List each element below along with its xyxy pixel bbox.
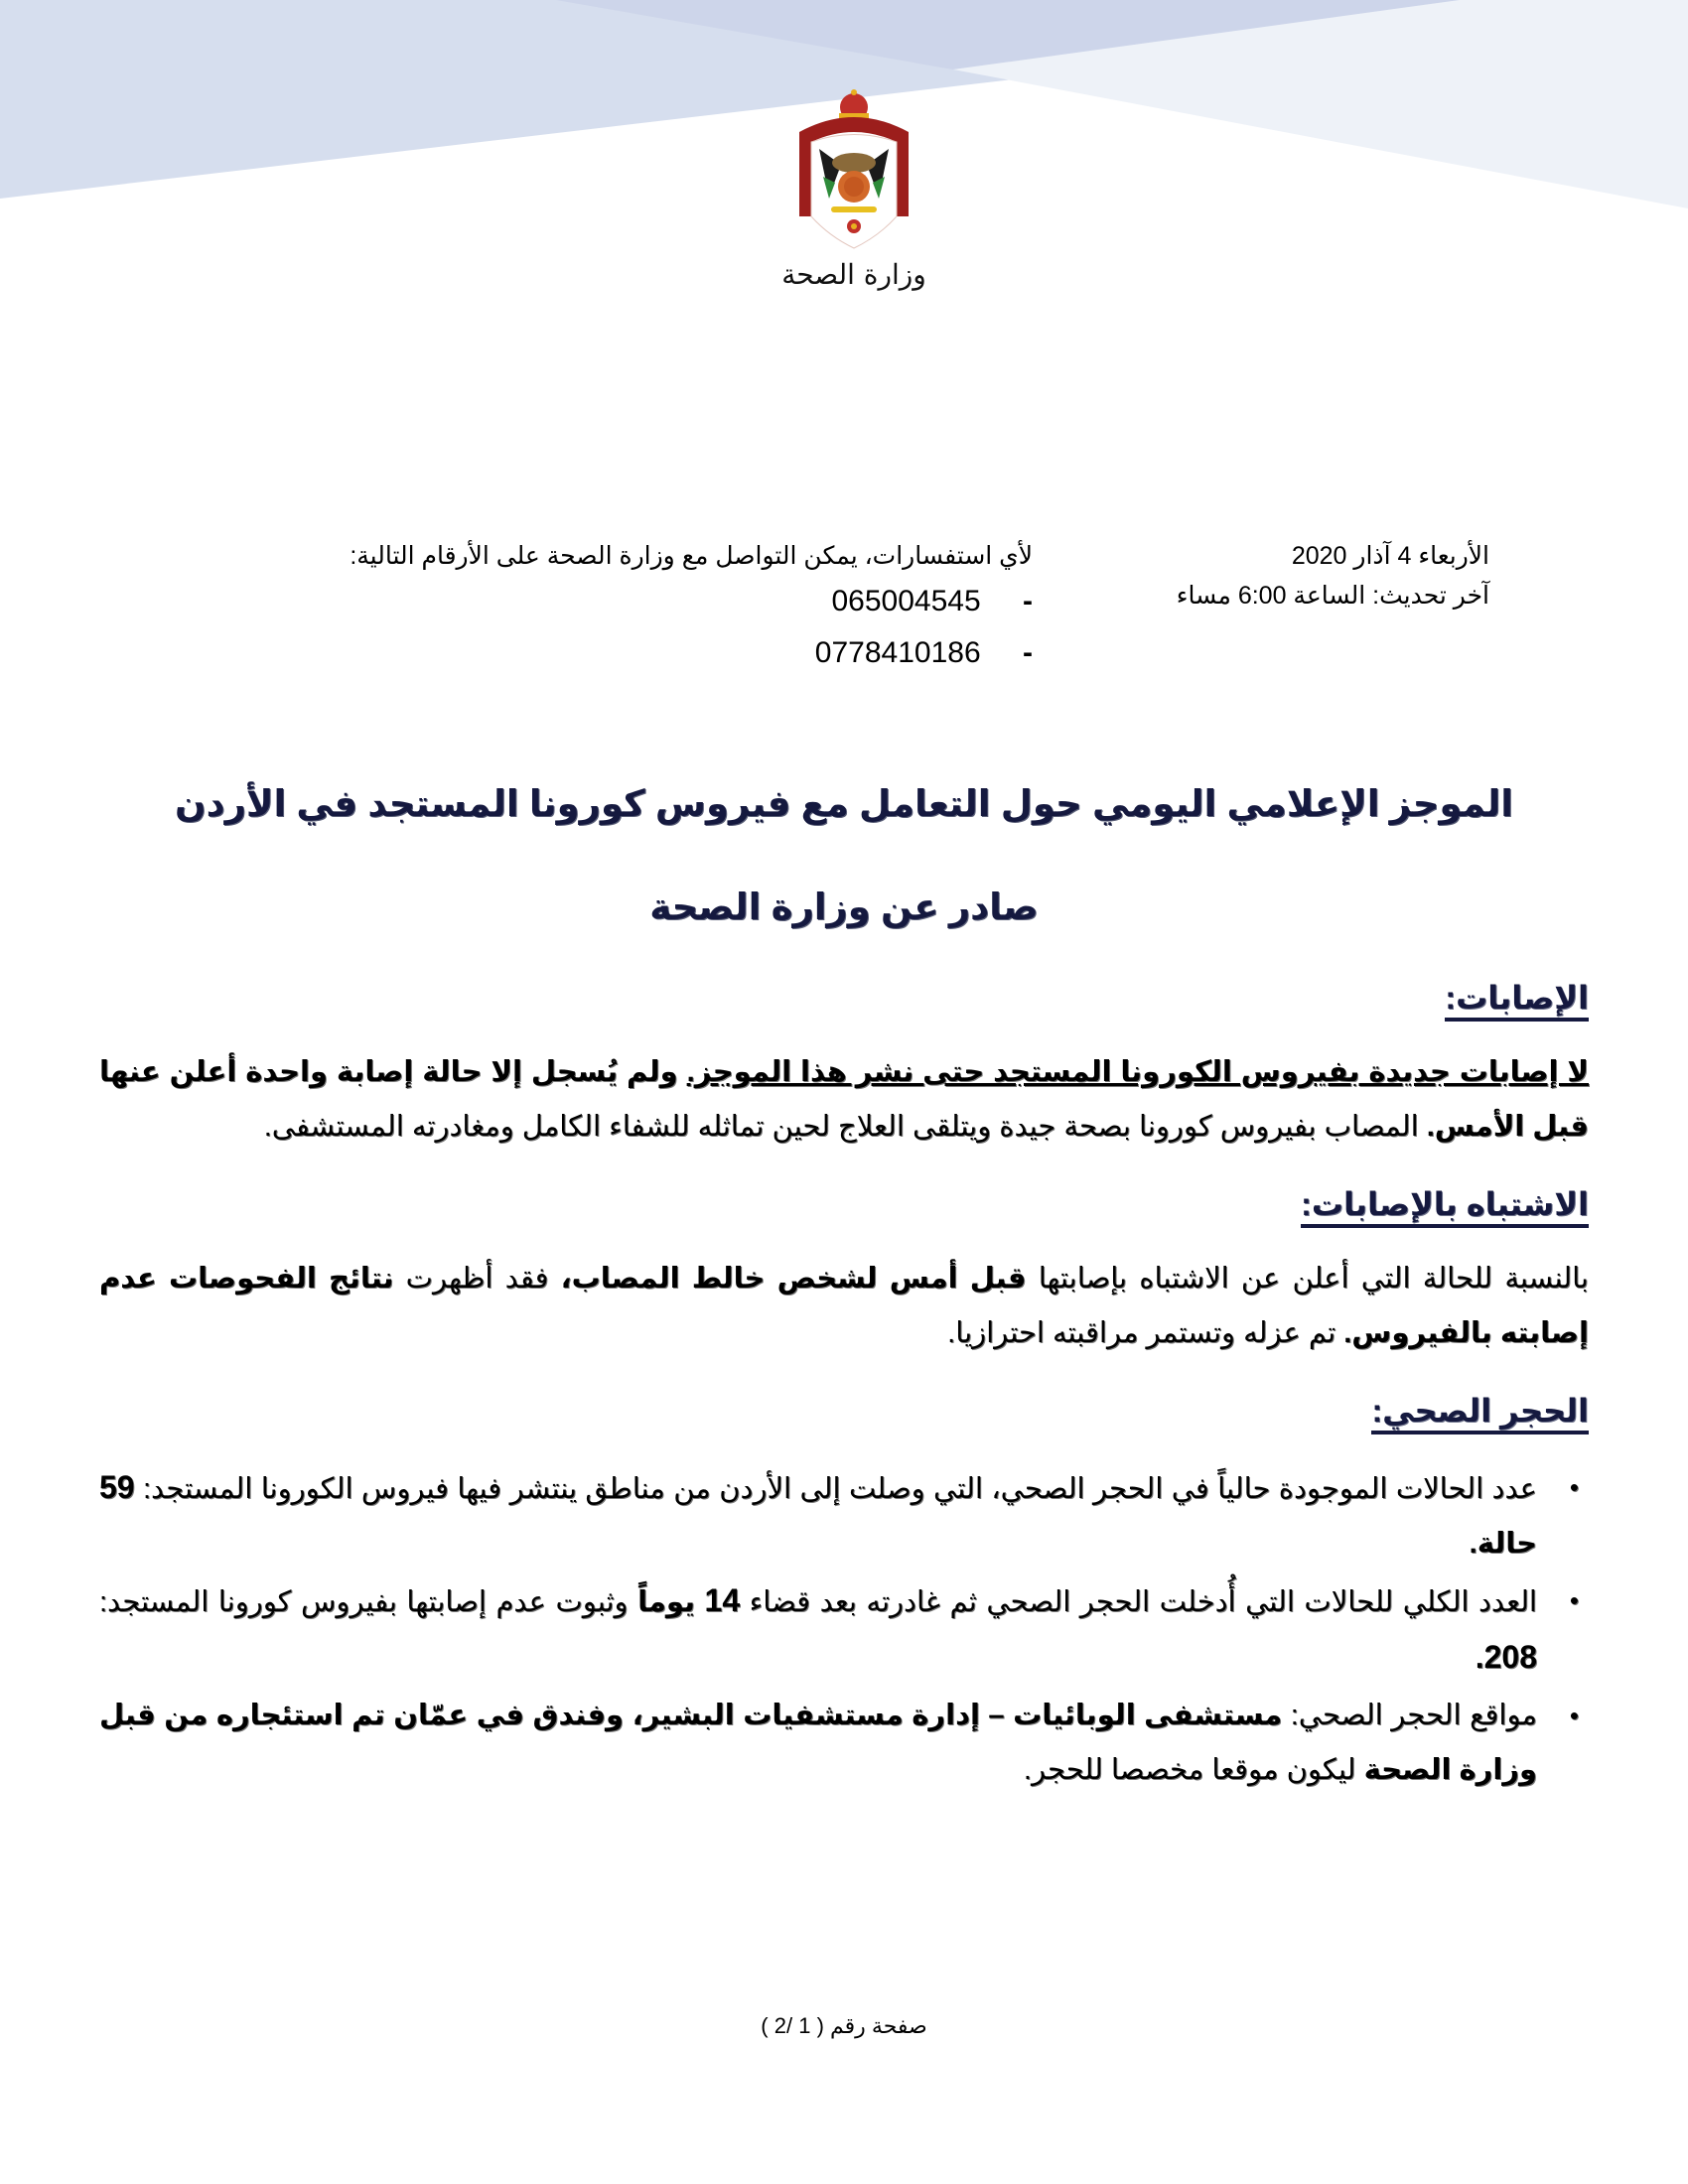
contact-block (350, 536, 1033, 679)
text-run: مواقع الحجر الصحي: (1282, 1700, 1537, 1731)
document-body (99, 978, 1589, 1828)
page-number: صفحة رقم ( 1 /2 ) (761, 2013, 927, 2038)
last-update: آخر تحديث: الساعة 6:00 مساء (1176, 582, 1489, 610)
date: الأربعاء 4 آذار 2020 (1291, 542, 1489, 570)
section-suspected (99, 1184, 1589, 1361)
text-run-bold: يوماً (637, 1586, 705, 1618)
text-run: وثبوت عدم إصابتها بفيروس كورونا المستجد: (99, 1586, 638, 1618)
list-item (99, 1689, 1589, 1798)
text-run: العدد الكلي للحالات التي أُدخلت الحجر الصحي ثم غادرته بعد قضاء (740, 1586, 1537, 1618)
text-run-bold: حالة. (1469, 1528, 1537, 1560)
text-run: ليكون موقعا مخصصا للحجر. (1023, 1754, 1364, 1786)
no-new-cases-statement: لا إصابات جديدة بفيروس الكورونا المستجد حتى نشر هذا الموجز. (686, 1056, 1590, 1088)
section-heading: الإصابات: (1445, 978, 1589, 1022)
text-run-bold: نتائج الفحوصات عدم إصابته بالفيروس. (99, 1263, 1589, 1349)
phone-number[interactable]: 0778410186 (814, 636, 981, 669)
bullet-icon: • (1569, 1585, 1579, 1615)
ministry-logo (774, 87, 933, 296)
title-line-1: الموجز الإعلامي اليومي حول التعامل مع فيروس كورونا المستجد في الأردن (175, 783, 1513, 824)
text-run: تم عزله وتستمر مراقبته احترازيا. (947, 1317, 1344, 1349)
phone-item (350, 576, 1033, 627)
section-quarantine (99, 1391, 1589, 1798)
coat-of-arms-icon (789, 87, 918, 256)
contact-intro: لأي استفسارات، يمكن التواصل مع وزارة الصحة على الأرقام التالية: (350, 542, 1033, 570)
ministry-name: وزارة الصحة (781, 258, 926, 291)
phone-number[interactable]: 065004545 (831, 585, 981, 617)
patient-status: المصاب بفيروس كورونا بصحة جيدة ويتلقى العلاج لحين تماثله للشفاء الكامل ومغادرته المستشفى. (263, 1111, 1427, 1143)
text-run: فقد أظهرت (393, 1263, 561, 1295)
quarantine-list (99, 1460, 1589, 1798)
current-quarantine-count: 59 (99, 1469, 135, 1505)
quarantine-days: 14 (704, 1582, 741, 1618)
list-dash-icon: - (1023, 636, 1033, 669)
date-block (1177, 536, 1489, 615)
title-line-2: صادر عن وزارة الصحة (649, 887, 1039, 927)
text-run: بالنسبة للحالة التي أعلن عن الاشتباه بإصابتها (1026, 1263, 1589, 1295)
single-case-statement: ولم يُسجل إلا حالة إصابة واحدة أعلن عنها قبل الأمس. (99, 1056, 1589, 1143)
phone-list (350, 576, 1033, 679)
text-run-bold: قبل أمس لشخص خالط المصاب، (560, 1263, 1027, 1295)
document-title (0, 774, 1688, 937)
total-released-count: 208. (1475, 1639, 1537, 1675)
list-item (99, 1460, 1589, 1571)
text-run: عدد الحالات الموجودة حالياً في الحجر الصحي، التي وصلت إلى الأردن من مناطق ينتشر فيها فيروس الكورونا المستجد: (134, 1473, 1537, 1505)
section-heading: الاشتباه بالإصابات: (1301, 1184, 1589, 1228)
phone-item (350, 627, 1033, 679)
suspected-paragraph (99, 1252, 1589, 1361)
list-dash-icon: - (1023, 585, 1033, 617)
bullet-icon: • (1569, 1472, 1579, 1502)
quarantine-locations: مستشفى الوبائيات – إدارة مستشفيات البشير، وفندق في عمّان تم استئجاره من قبل وزارة الصحة (99, 1700, 1537, 1786)
section-heading: الحجر الصحي: (1371, 1391, 1589, 1434)
bullet-icon: • (1569, 1701, 1579, 1730)
list-item (99, 1573, 1589, 1687)
section-infections (99, 978, 1589, 1155)
infections-paragraph (99, 1045, 1589, 1155)
